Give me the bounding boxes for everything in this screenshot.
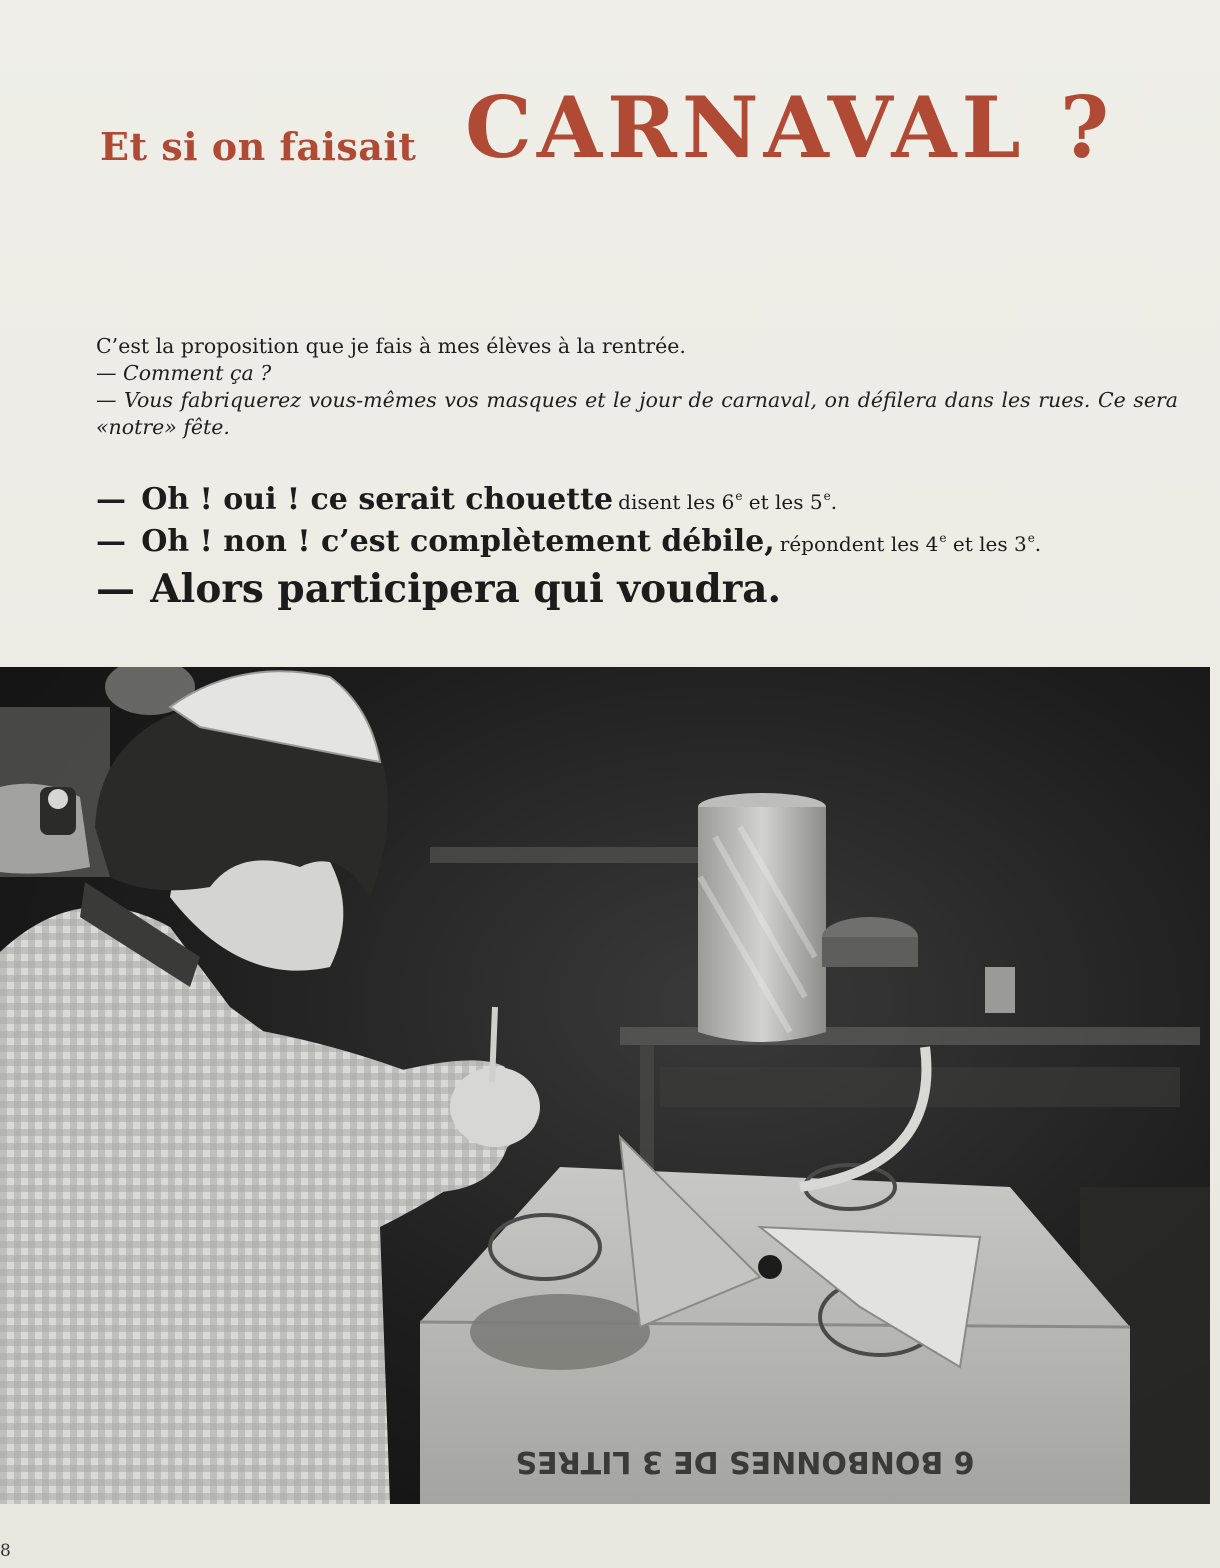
dialogue-line-2 [96, 524, 1186, 559]
photograph [0, 667, 1210, 1504]
headline-main: CARNAVAL ? [465, 78, 1115, 177]
dialogue-dash: — [96, 566, 135, 612]
dialogue-bold-text: Alors participera qui voudra. [150, 566, 782, 612]
headline [100, 78, 1200, 188]
photo-illustration [0, 667, 1210, 1504]
dialogue-line-1 [96, 482, 1186, 517]
page-number: 8 [0, 1541, 11, 1561]
box-label-text: 6 BONBONNES DE 3 LITRES [515, 1444, 975, 1479]
intro-line-2: — Comment ça ? [96, 361, 272, 385]
intro-paragraph [96, 333, 1178, 441]
dialogue-speaker: disent les 6e et les 5e. [618, 489, 838, 514]
dialogue-speaker: répondent les 4e et les 3e. [779, 531, 1042, 556]
dialogue-bold-text: Oh ! non ! c’est complètement débile, [141, 524, 775, 559]
dialogue-dash: — [96, 482, 126, 517]
dialogue-dash: — [96, 524, 126, 559]
headline-lead: Et si on faisait [100, 124, 417, 169]
intro-line-1: C’est la proposition que je fais à mes élèves à la rentrée. [96, 334, 686, 358]
dialogue-bold-text: Oh ! oui ! ce serait chouette [141, 482, 614, 517]
intro-line-3: — Vous fabriquerez vous-mêmes vos masques et le jour de carnaval, on défilera dans les rues. Ce sera «notre» fête. [96, 388, 1178, 439]
dialogue-line-3 [96, 566, 1186, 612]
